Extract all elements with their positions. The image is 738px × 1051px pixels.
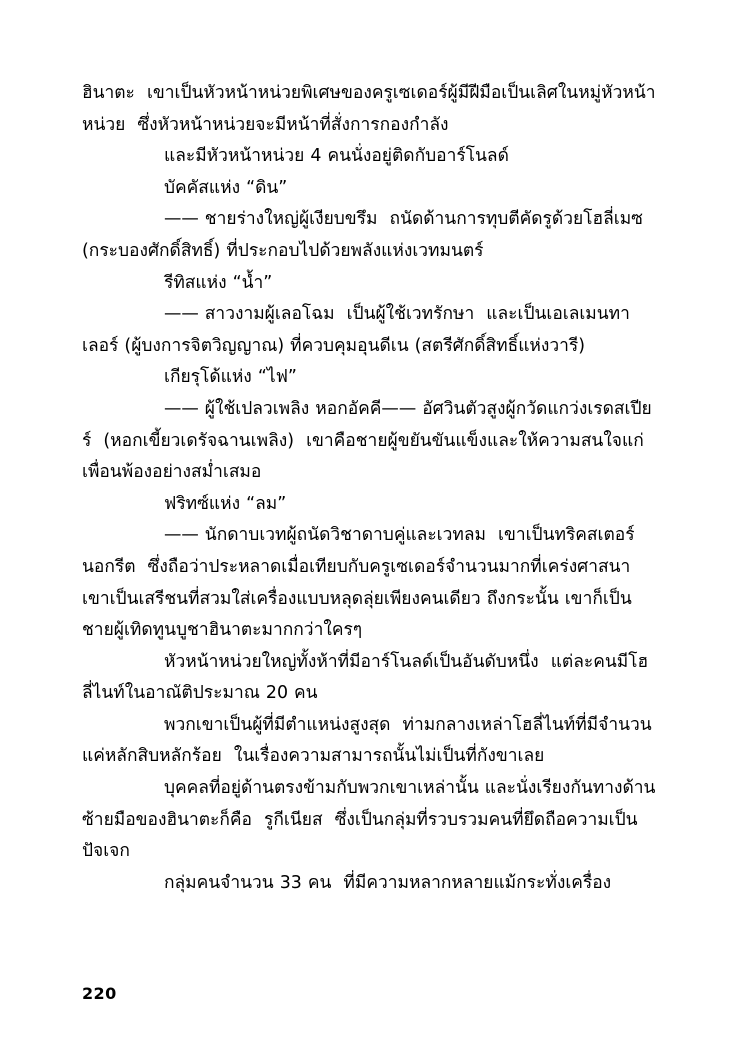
paragraph: —— นักดาบเวทผู้ถนัดวิชาดาบคู่และเวทลม เขาเป็นทริคสเตอร์นอกรีต ซึ่งถือว่าประหลาดเมื่อเทียบกับครูเซเดอร์จำนวนมากที่เคร่งศาสนา เขาเป็นเสรีชนที่สวมใส่เครื่องแบบหลุดลุ่ยเพียงคนเดียว ถึงกระนั้น เขาก็เป็นชายผู้เทิดทูนบูชาฮินาตะมากกว่าใครๆ (82, 525, 643, 641)
paragraph: —— สาวงามผู้เลอโฉม เป็นผู้ใช้เวทรักษา และเป็นเอเลเมนทาเลอร์ (ผู้บงการจิตวิญญาณ) ที่ควบคุมอุนดีเน (สตรีศักดิ์สิทธิ์แห่งวารี) (82, 304, 630, 356)
paragraph: —— ผู้ใช้เปลวเพลิง หอกอัคคี—— อัศวินตัวสูงผู้กวัดแกว่งเรดสเปียร์ (หอกเขี้ยวเดรัจฉานเพลิง) เขาคือชายผู้ขยันขันแข็งและให้ความสนใจแก่เพื่อนพ้องอย่างสม่ำเสมอ (82, 398, 652, 483)
paragraph: บุคคลที่อยู่ด้านตรงข้ามกับพวกเขาเหล่านั้น และนั่งเรียงกันทางด้านซ้ายมือของฮินาตะก็คือ รูกีเนียส ซึ่งเป็นกลุ่มที่รวบรวมคนที่ยึดถือความเป็นปัจเจก (82, 778, 656, 862)
paragraph: บัคคัสแห่ง “ดิน” (164, 177, 288, 198)
paragraph: —— ชายร่างใหญ่ผู้เงียบขรึม ถนัดด้านการทุบตีคัดรูด้วยโฮลี่เมซ (กระบองศักดิ์สิทธิ์) ที่ประกอบไปด้วยพลังแห่งเวทมนตร์ (82, 209, 650, 261)
paragraph: และมีหัวหน้าหน่วย 4 คนนั่งอยู่ติดกับอาร์โนลด์ (164, 146, 509, 167)
paragraph: ฮินาตะ เขาเป็นหัวหน้าหน่วยพิเศษของครูเซเดอร์ผู้มีฝีมือเป็นเลิศในหมู่หัวหน้าหน่วย ซึ่งหัวหน้าหน่วยจะมีหน้าที่สั่งการกองกำลัง (82, 83, 656, 135)
paragraph: หัวหน้าหน่วยใหญ่ทั้งห้าที่มีอาร์โนลด์เป็นอันดับหนึ่ง แต่ละคนมีโฮลี่ไนท์ในอาณัติประมาณ 20 คน (82, 651, 649, 704)
paragraph: ฟริทซ์แห่ง “ลม” (164, 493, 287, 514)
body-text-column (82, 78, 656, 899)
page-number: 220 (82, 984, 117, 1003)
paragraph: กลุ่มคนจำนวน 33 คน ที่มีความหลากหลายแม้กระทั่งเครื่อง (164, 872, 612, 893)
paragraph: เกียรุโด้แห่ง “ไฟ” (164, 367, 297, 388)
paragraph: รีทิสแห่ง “น้ำ” (164, 272, 273, 293)
paragraph: พวกเขาเป็นผู้ที่มีตำแหน่งสูงสุด ท่ามกลางเหล่าโฮลี่ไนท์ที่มีจำนวนแค่หลักสิบหลักร้อย ในเรื่องความสามารถนั้นไม่เป็นที่กังขาเลย (82, 714, 652, 767)
